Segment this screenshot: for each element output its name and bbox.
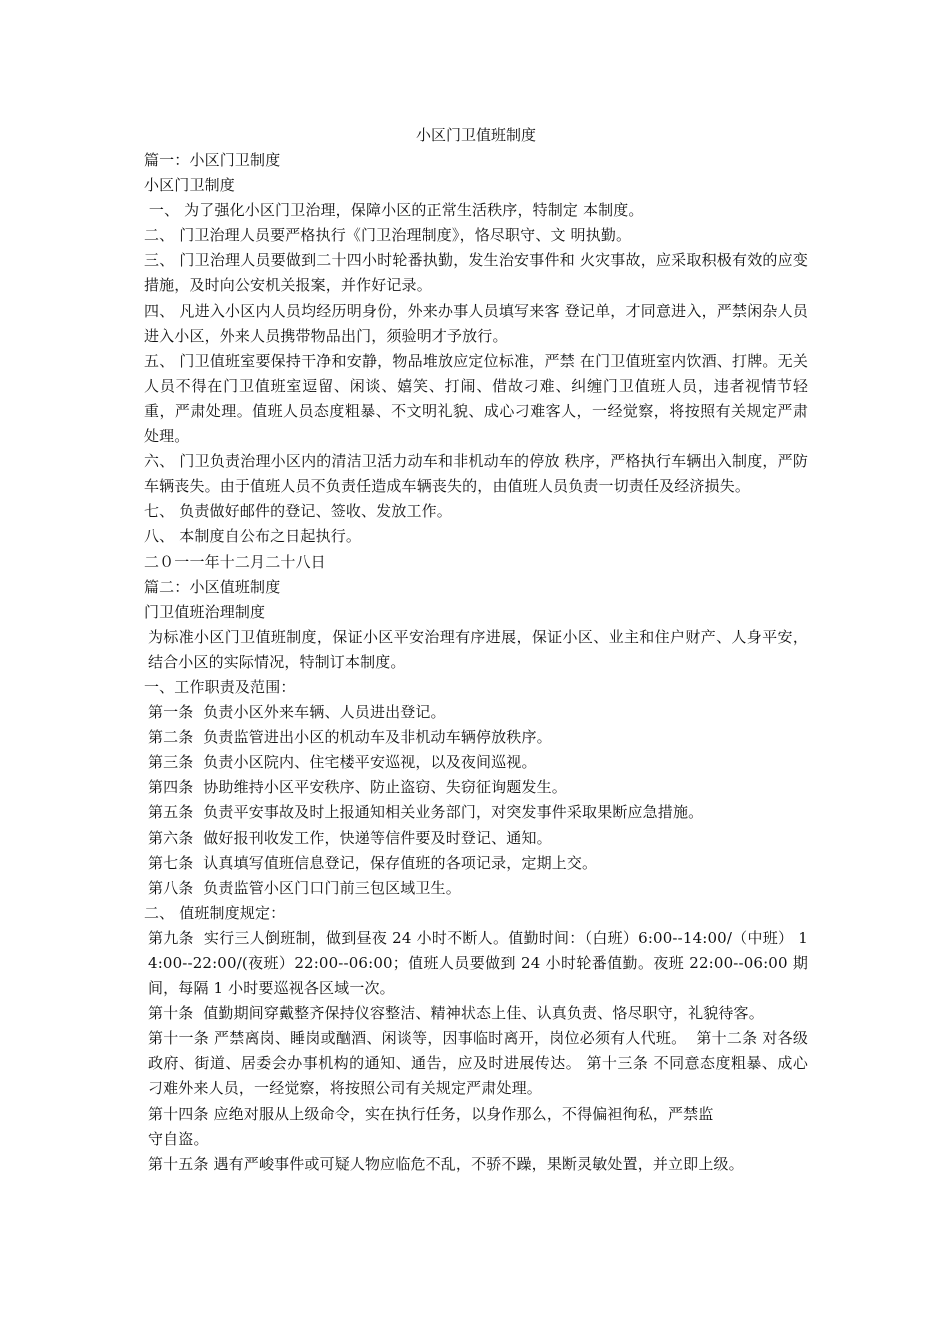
paragraph: 小区门卫制度 (144, 176, 235, 195)
document-body (144, 148, 808, 1177)
paragraph: 五、 门卫值班室要保持干净和安静，物品堆放应定位标准，严禁 在门卫值班室内饮酒、打牌。无关人员不得在门卫值班室逗留、闲谈、嬉笑、打闹、借故刁难、纠缠门卫值班人员，违者视情节轻重，严肃处理。值班人员态度粗暴、不文明礼貌、成心刁难客人，一经觉察，将按照有关规定严肃处理。 (144, 351, 808, 446)
paragraph: 篇二：小区值班制度 (144, 577, 281, 596)
paragraph: 三、 门卫治理人员要做到二十四小时轮番执勤，发生治安事件和 火灾事故，应采取积极有效的应变措施，及时向公安机关报案，并作好记录。 (144, 251, 808, 295)
paragraph: 二、 值班制度规定： (144, 903, 286, 922)
paragraph: 第五条 负责平安事故及时上报通知相关业务部门，对突发事件采取果断应急措施。 (148, 803, 704, 822)
paragraph: 守自盗。 (148, 1129, 209, 1148)
paragraph: 为标准小区门卫值班制度，保证小区平安治理有序进展，保证小区、业主和住户财产、人身平安，结合小区的实际情况，特制订本制度。 (148, 627, 808, 671)
paragraph: 第十条 值勤期间穿戴整齐保持仪容整洁、精神状态上佳、认真负责、恪尽职守，礼貌待客。 (148, 1004, 764, 1023)
paragraph: 第十一条 严禁离岗、睡岗或酗酒、闲谈等，因事临时离开，岗位必须有人代班。 第十二条 对各级政府、街道、居委会办事机构的通知、通告，应及时进展传达。 第十三条 不同意态度粗暴、成心刁难外来人员，一经觉察，将按照公司有关规定严肃处理。 (148, 1029, 808, 1098)
paragraph: 第一条 负责小区外来车辆、人员进出登记。 (148, 703, 446, 722)
paragraph: 第三条 负责小区院内、住宅楼平安巡视，以及夜间巡视。 (148, 753, 537, 772)
paragraph: 第七条 认真填写值班信息登记，保存值班的各项记录，定期上交。 (148, 853, 598, 872)
paragraph: 第四条 协助维持小区平安秩序、防止盗窃、失窃征询题发生。 (148, 778, 567, 797)
paragraph: 八、 本制度自公布之日起执行。 (144, 527, 362, 546)
paragraph: 一、 为了强化小区门卫治理，保障小区的正常生活秩序，特制定 本制度。 (144, 201, 644, 220)
paragraph: 第八条 负责监管小区门口门前三包区域卫生。 (148, 878, 461, 897)
paragraph: 篇一：小区门卫制度 (144, 151, 281, 169)
paragraph: 二０一一年十二月二十八日 (144, 552, 326, 571)
paragraph: 第二条 负责监管进出小区的机动车及非机动车辆停放秩序。 (148, 728, 552, 747)
paragraph: 第六条 做好报刊收发工作，快递等信件要及时登记、通知。 (148, 828, 552, 847)
paragraph: 一、工作职责及范围： (144, 677, 296, 696)
paragraph: 七、 负责做好邮件的登记、签收、发放工作。 (144, 502, 452, 521)
paragraph: 四、 凡进入小区内人员均经历明身份，外来办事人员填写来客 登记单，才同意进入，严禁闲杂人员进入小区，外来人员携带物品出门，须验明才予放行。 (144, 301, 808, 345)
document-title: 小区门卫值班制度 (415, 126, 536, 144)
paragraph: 门卫值班治理制度 (144, 602, 266, 621)
paragraph: 第九条 实行三人倒班制，做到昼夜 24 小时不断人。值勤时间：（白班）6:00--14:00/（中班） 14:00--22:00/(夜班）22:00--06:00；值班人员要做到 24 小时轮番值勤。夜班 22:00--06:00 期间，每隔 1 小时要巡视各区域一次。 (148, 928, 808, 998)
paragraph: 第十四条 应绝对服从上级命令，实在执行任务，以身作那么，不得偏袒徇私，严禁监 (148, 1104, 714, 1123)
paragraph: 第十五条 遇有严峻事件或可疑人物应临危不乱，不骄不躁，果断灵敏处置，并立即上级。 (148, 1154, 744, 1173)
paragraph: 六、 门卫负责治理小区内的清洁卫活力动车和非机动车的停放 秩序，严格执行车辆出入制度，严防车辆丧失。由于值班人员不负责任造成车辆丧失的，由值班人员负责一切责任及经济损失。 (144, 452, 808, 496)
document-page (144, 122, 808, 1177)
paragraph: 二、 门卫治理人员要严格执行《门卫治理制度》，恪尽职守、文 明执勤。 (144, 226, 632, 245)
